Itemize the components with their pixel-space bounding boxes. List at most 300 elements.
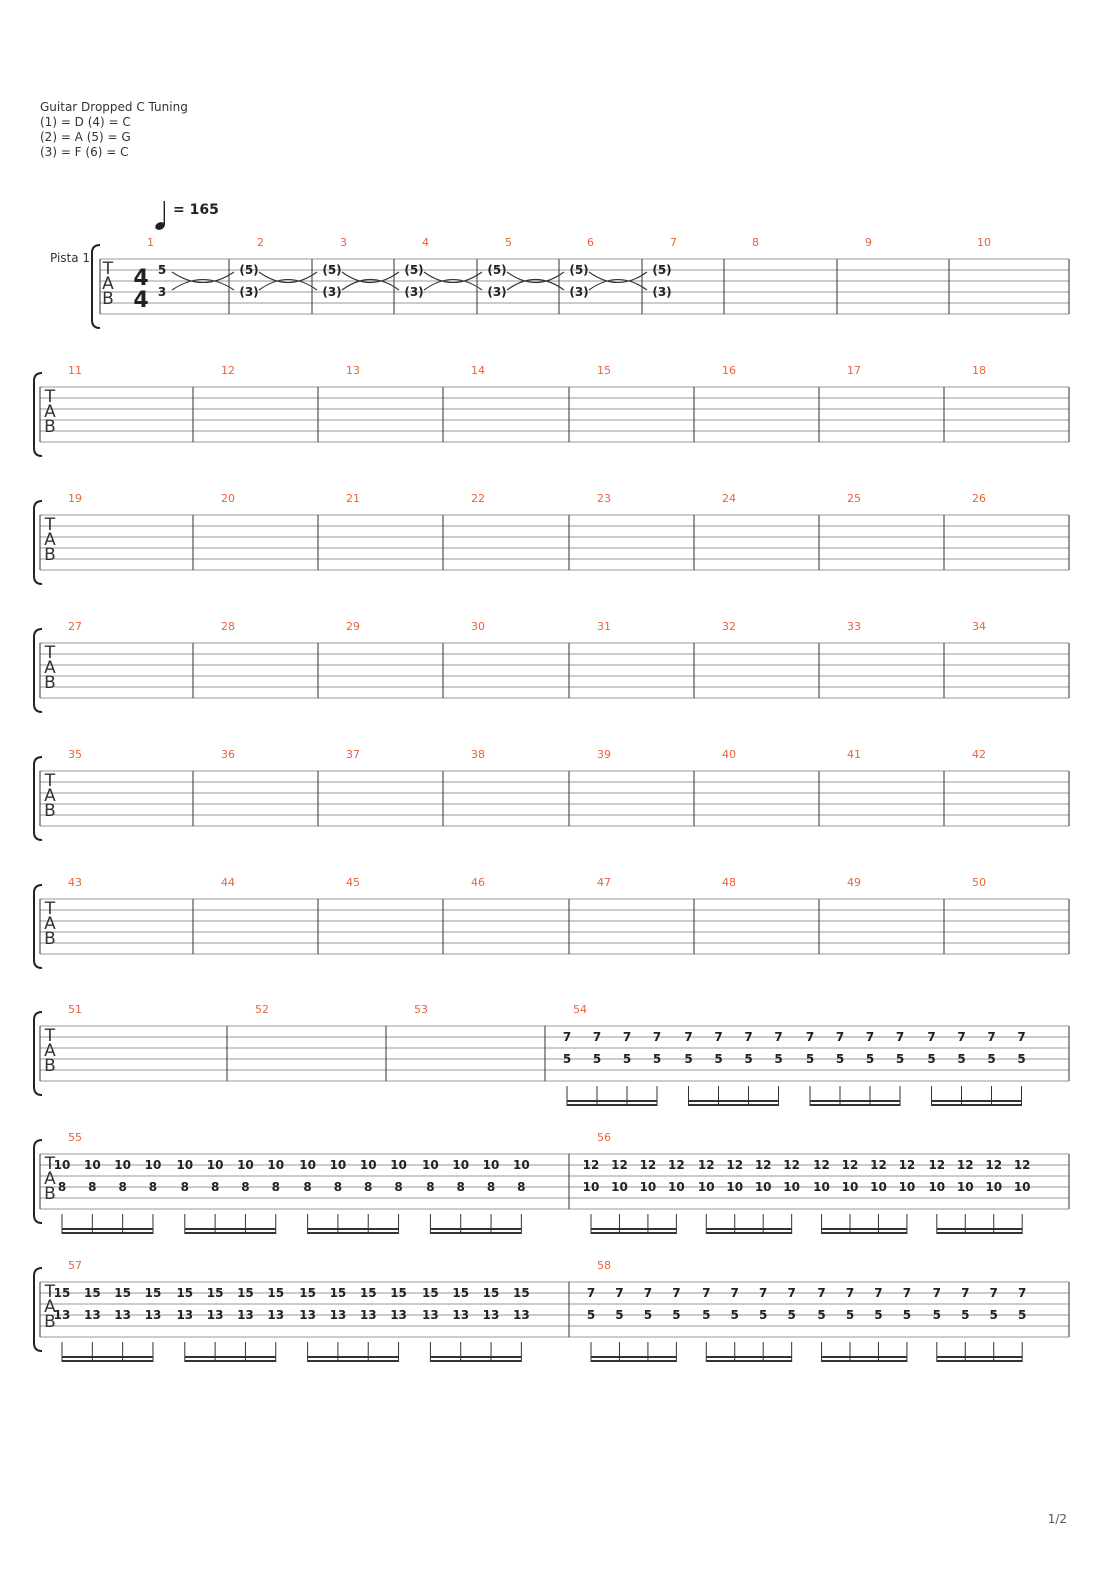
system-bracket xyxy=(34,373,42,456)
tab-note: 8 xyxy=(303,1180,312,1194)
tab-note: (5) xyxy=(487,263,507,277)
measure-number: 35 xyxy=(68,748,82,761)
measure-number: 21 xyxy=(346,492,360,505)
tab-note: 7 xyxy=(1018,1286,1027,1300)
beam xyxy=(430,1228,521,1230)
tab-note: 10 xyxy=(267,1158,285,1172)
tab-clef-letter: T xyxy=(44,771,56,791)
tab-clef-letter: B xyxy=(44,417,56,437)
beam xyxy=(308,1360,399,1362)
tab-clef-letter: B xyxy=(44,929,56,949)
time-signature-bottom: 4 xyxy=(133,288,149,313)
measure-number: 31 xyxy=(597,620,611,633)
tab-note: 10 xyxy=(1013,1180,1031,1194)
tuning-line: (2) = A (5) = G xyxy=(40,130,131,144)
system-bracket xyxy=(34,501,42,584)
tab-note: 5 xyxy=(702,1308,711,1322)
tab-note: 10 xyxy=(898,1180,916,1194)
beam xyxy=(932,1100,1022,1102)
tab-note: 8 xyxy=(210,1180,220,1194)
tab-clef-letter: B xyxy=(44,1056,56,1076)
measure-number: 12 xyxy=(221,364,235,377)
tab-note: 15 xyxy=(114,1286,131,1300)
tab-note: 8 xyxy=(148,1180,158,1194)
tab-note: (5) xyxy=(569,263,589,277)
tab-note: 10 xyxy=(299,1158,316,1172)
beam xyxy=(706,1360,791,1362)
tab-note: 10 xyxy=(956,1180,974,1194)
tab-note: 7 xyxy=(652,1030,662,1044)
tab-clef-letter: T xyxy=(102,259,114,279)
tab-note: 15 xyxy=(452,1286,470,1300)
tab-note: 10 xyxy=(697,1180,715,1194)
tab-note: 15 xyxy=(83,1286,101,1300)
tab-note: 7 xyxy=(774,1030,783,1044)
tab-note: 12 xyxy=(668,1158,685,1172)
system-bracket xyxy=(34,885,42,968)
tab-note: 10 xyxy=(329,1158,347,1172)
tab-clef-letter: B xyxy=(44,673,56,693)
tab-note: 13 xyxy=(329,1308,347,1322)
tab-clef-letter: B xyxy=(44,801,56,821)
measure-number: 51 xyxy=(68,1003,82,1016)
tab-note: 13 xyxy=(206,1308,224,1322)
tab-note: 15 xyxy=(144,1286,162,1300)
tab-note: 15 xyxy=(482,1286,500,1300)
tab-clef-letter: T xyxy=(44,1282,56,1302)
tab-note: 13 xyxy=(452,1308,470,1322)
beam xyxy=(591,1360,676,1362)
tab-note: 5 xyxy=(744,1052,753,1066)
tab-note: 13 xyxy=(114,1308,131,1322)
tab-note: 8 xyxy=(118,1180,127,1194)
tab-note: 5 xyxy=(157,263,167,277)
tab-clef-letter: B xyxy=(44,1184,56,1204)
tab-note: 7 xyxy=(987,1030,996,1044)
tab-note: 12 xyxy=(726,1158,744,1172)
measure-number: 5 xyxy=(505,236,512,249)
tab-note: 5 xyxy=(817,1308,826,1322)
tab-note: 5 xyxy=(759,1308,768,1322)
tab-note: 5 xyxy=(987,1052,996,1066)
tab-note: 10 xyxy=(513,1158,530,1172)
tab-note: 7 xyxy=(961,1286,970,1300)
measure-number: 26 xyxy=(972,492,986,505)
measure-number: 20 xyxy=(221,492,235,505)
tab-note: 7 xyxy=(672,1286,681,1300)
tab-clef-letter: A xyxy=(102,274,114,294)
tab-note: 7 xyxy=(805,1030,815,1044)
tab-note: 13 xyxy=(83,1308,101,1322)
tab-note: 5 xyxy=(787,1308,796,1322)
beam xyxy=(591,1228,676,1230)
measure-number: 30 xyxy=(471,620,485,633)
beam xyxy=(185,1356,276,1358)
measure-number: 22 xyxy=(471,492,485,505)
tab-note: 10 xyxy=(639,1180,657,1194)
beam xyxy=(822,1356,907,1358)
tab-note: 7 xyxy=(759,1286,768,1300)
tab-note: 10 xyxy=(726,1180,744,1194)
tab-note: 7 xyxy=(744,1030,753,1044)
tab-clef-letter: B xyxy=(44,545,56,565)
tab-note: 15 xyxy=(267,1286,285,1300)
tab-note: 7 xyxy=(592,1030,602,1044)
tab-note: 10 xyxy=(206,1158,224,1172)
measure-number: 9 xyxy=(865,236,872,249)
tab-note: 8 xyxy=(426,1180,435,1194)
tab-note: (3) xyxy=(652,285,672,299)
tab-note: 5 xyxy=(805,1052,815,1066)
tuning-title: Guitar Dropped C Tuning xyxy=(40,100,188,114)
tab-note: 10 xyxy=(841,1180,859,1194)
tab-note: 13 xyxy=(359,1308,377,1322)
tab-clef-letter: T xyxy=(44,643,56,663)
tab-note: 15 xyxy=(329,1286,347,1300)
tab-note: 13 xyxy=(482,1308,500,1322)
beam xyxy=(567,1104,657,1106)
tab-note: 5 xyxy=(927,1052,936,1066)
tab-note: (3) xyxy=(569,285,589,299)
tab-note: 5 xyxy=(592,1052,602,1066)
tab-note: 5 xyxy=(835,1052,845,1066)
tab-note: 5 xyxy=(895,1052,905,1066)
tab-note: 13 xyxy=(513,1308,530,1322)
tab-clef-letter: A xyxy=(44,1041,56,1061)
measure-number: 52 xyxy=(255,1003,269,1016)
tab-note: 12 xyxy=(754,1158,772,1172)
tab-note: 13 xyxy=(267,1308,285,1322)
tab-note: 8 xyxy=(180,1180,189,1194)
tab-note: 8 xyxy=(57,1180,67,1194)
beam xyxy=(62,1228,153,1230)
tab-note: 7 xyxy=(730,1286,739,1300)
tab-note: 7 xyxy=(643,1286,653,1300)
beam xyxy=(62,1232,153,1234)
tab-note: 10 xyxy=(83,1158,101,1172)
measure-number: 37 xyxy=(346,748,360,761)
tab-note: 5 xyxy=(622,1052,632,1066)
beam xyxy=(706,1228,791,1230)
tab-note: 10 xyxy=(144,1158,162,1172)
tab-clef-letter: T xyxy=(44,1154,56,1174)
tab-note: 5 xyxy=(961,1308,970,1322)
beam xyxy=(62,1360,153,1362)
tab-note: 15 xyxy=(299,1286,316,1300)
measure-number: 41 xyxy=(847,748,861,761)
tab-note: 8 xyxy=(486,1180,496,1194)
tab-note: 10 xyxy=(390,1158,407,1172)
tab-note: 5 xyxy=(1018,1308,1027,1322)
tab-clef-letter: T xyxy=(44,387,56,407)
tab-clef-letter: A xyxy=(44,1297,56,1317)
tab-clef-letter: T xyxy=(44,515,56,535)
tab-note: 7 xyxy=(1017,1030,1026,1044)
tab-note: (3) xyxy=(322,285,342,299)
tab-note: 15 xyxy=(422,1286,439,1300)
beam xyxy=(706,1356,791,1358)
tab-note: 12 xyxy=(1013,1158,1031,1172)
tab-note: 5 xyxy=(643,1308,653,1322)
tab-note: (5) xyxy=(404,263,424,277)
system-bracket xyxy=(34,629,42,712)
tab-note: 10 xyxy=(176,1158,194,1172)
beam xyxy=(62,1356,153,1358)
tab-note: 7 xyxy=(989,1286,998,1300)
measure-number: 18 xyxy=(972,364,986,377)
tuning-line: (1) = D (4) = C xyxy=(40,115,131,129)
tab-note: 10 xyxy=(482,1158,500,1172)
measure-number: 23 xyxy=(597,492,611,505)
measure-number: 49 xyxy=(847,876,861,889)
tab-note: 5 xyxy=(684,1052,693,1066)
tab-clef-letter: B xyxy=(44,1312,56,1332)
beam xyxy=(937,1356,1022,1358)
tab-note: 10 xyxy=(452,1158,470,1172)
measure-number: 7 xyxy=(670,236,677,249)
tab-note: 13 xyxy=(53,1308,71,1322)
tab-note: 5 xyxy=(672,1308,681,1322)
tab-note: 15 xyxy=(206,1286,224,1300)
tab-note: 12 xyxy=(582,1158,600,1172)
tab-note: 8 xyxy=(271,1180,280,1194)
tempo-value: = 165 xyxy=(173,202,219,218)
page-number: 1/2 xyxy=(1047,1512,1067,1526)
measure-number: 6 xyxy=(587,236,594,249)
tab-note: 5 xyxy=(615,1308,624,1322)
measure-number: 46 xyxy=(471,876,485,889)
tab-note: 8 xyxy=(333,1180,343,1194)
measure-number: 39 xyxy=(597,748,611,761)
measure-number: 55 xyxy=(68,1131,82,1144)
tab-note: (5) xyxy=(322,263,342,277)
time-signature-top: 4 xyxy=(133,266,149,291)
tab-note: 12 xyxy=(985,1158,1003,1172)
measure-number: 33 xyxy=(847,620,861,633)
tab-note: 8 xyxy=(364,1180,373,1194)
tab-note: (5) xyxy=(652,263,672,277)
measure-number: 27 xyxy=(68,620,82,633)
measure-number: 43 xyxy=(68,876,82,889)
tab-note: 13 xyxy=(144,1308,162,1322)
beam xyxy=(185,1360,276,1362)
tab-note: 12 xyxy=(639,1158,657,1172)
beam xyxy=(822,1228,907,1230)
measure-number: 57 xyxy=(68,1259,82,1272)
measure-number: 19 xyxy=(68,492,82,505)
tab-note: 5 xyxy=(730,1308,739,1322)
beam xyxy=(308,1232,399,1234)
tab-note: 7 xyxy=(957,1030,966,1044)
measure-number: 58 xyxy=(597,1259,611,1272)
tab-note: 8 xyxy=(456,1180,465,1194)
measure-number: 2 xyxy=(257,236,264,249)
tab-note: (3) xyxy=(239,285,259,299)
system-bracket xyxy=(92,245,100,328)
measure-number: 15 xyxy=(597,364,611,377)
measure-number: 1 xyxy=(147,236,154,249)
beam xyxy=(689,1100,779,1102)
measure-number: 4 xyxy=(422,236,429,249)
tab-note: 5 xyxy=(1017,1052,1026,1066)
beam xyxy=(591,1232,676,1234)
track-name: Pista 1 xyxy=(50,251,91,265)
tab-note: 7 xyxy=(714,1030,723,1044)
tab-clef-letter: A xyxy=(44,914,56,934)
tab-note: 12 xyxy=(956,1158,974,1172)
measure-number: 40 xyxy=(722,748,736,761)
measure-number: 36 xyxy=(221,748,235,761)
tab-note: 12 xyxy=(870,1158,887,1172)
beam xyxy=(810,1104,900,1106)
system-bracket xyxy=(34,1140,42,1223)
tab-note: 13 xyxy=(237,1308,254,1322)
measure-number: 42 xyxy=(972,748,986,761)
tab-note: 5 xyxy=(989,1308,998,1322)
tab-note: 8 xyxy=(88,1180,97,1194)
tab-note: 10 xyxy=(754,1180,772,1194)
measure-number: 53 xyxy=(414,1003,428,1016)
system-bracket xyxy=(34,1012,42,1095)
tab-note: 12 xyxy=(841,1158,859,1172)
tab-note: 7 xyxy=(932,1286,941,1300)
tab-note: 8 xyxy=(517,1180,526,1194)
measure-number: 17 xyxy=(847,364,861,377)
tab-note: 5 xyxy=(845,1308,855,1322)
beam xyxy=(308,1356,399,1358)
tab-note: 12 xyxy=(813,1158,830,1172)
tab-clef-letter: A xyxy=(44,786,56,806)
tab-clef-letter: A xyxy=(44,530,56,550)
beam xyxy=(591,1356,676,1358)
system-bracket xyxy=(34,1268,42,1351)
tab-note: 7 xyxy=(865,1030,875,1044)
measure-number: 14 xyxy=(471,364,485,377)
tab-note: 7 xyxy=(835,1030,845,1044)
tab-note: 10 xyxy=(928,1180,946,1194)
measure-number: 54 xyxy=(573,1003,587,1016)
measure-number: 47 xyxy=(597,876,611,889)
tab-note: 7 xyxy=(895,1030,905,1044)
tab-note: 10 xyxy=(582,1180,600,1194)
beam xyxy=(430,1232,521,1234)
tab-note: 7 xyxy=(927,1030,936,1044)
tab-note: 15 xyxy=(237,1286,254,1300)
tab-clef-letter: A xyxy=(44,402,56,422)
tab-note: 8 xyxy=(241,1180,250,1194)
tab-note: 7 xyxy=(817,1286,826,1300)
measure-number: 56 xyxy=(597,1131,611,1144)
tab-note: 5 xyxy=(932,1308,941,1322)
tab-note: 7 xyxy=(702,1286,711,1300)
measure-number: 28 xyxy=(221,620,235,633)
tab-note: 10 xyxy=(422,1158,439,1172)
measure-number: 8 xyxy=(752,236,759,249)
measure-number: 25 xyxy=(847,492,861,505)
beam xyxy=(937,1232,1022,1234)
tab-note: 5 xyxy=(562,1052,572,1066)
tab-note: 5 xyxy=(652,1052,662,1066)
tuning-line: (3) = F (6) = C xyxy=(40,145,129,159)
tab-clef-letter: A xyxy=(44,1169,56,1189)
tab-note: 5 xyxy=(774,1052,783,1066)
tab-note: 5 xyxy=(865,1052,875,1066)
tab-note: 12 xyxy=(697,1158,715,1172)
measure-number: 10 xyxy=(977,236,991,249)
tab-note: 13 xyxy=(390,1308,407,1322)
measure-number: 29 xyxy=(346,620,360,633)
beam xyxy=(430,1356,521,1358)
tab-note: 7 xyxy=(874,1286,883,1300)
tab-note: 7 xyxy=(562,1030,572,1044)
measure-number: 38 xyxy=(471,748,485,761)
measure-number: 34 xyxy=(972,620,986,633)
beam xyxy=(689,1104,779,1106)
tab-note: 5 xyxy=(586,1308,596,1322)
tab-clef-letter: B xyxy=(102,289,114,309)
tab-note: 5 xyxy=(957,1052,966,1066)
tab-note: 15 xyxy=(53,1286,71,1300)
tab-note: (3) xyxy=(404,285,424,299)
tab-note: (5) xyxy=(239,263,259,277)
tab-note: 13 xyxy=(422,1308,439,1322)
beam xyxy=(430,1360,521,1362)
measure-number: 16 xyxy=(722,364,736,377)
tab-note: 12 xyxy=(898,1158,916,1172)
beam xyxy=(932,1104,1022,1106)
tab-note: 7 xyxy=(902,1286,912,1300)
tab-note: 12 xyxy=(611,1158,628,1172)
tab-note: 10 xyxy=(813,1180,830,1194)
tab-note: 10 xyxy=(783,1180,801,1194)
tab-note: 10 xyxy=(114,1158,131,1172)
tab-note: 13 xyxy=(299,1308,316,1322)
tab-clef-letter: T xyxy=(44,1026,56,1046)
beam xyxy=(706,1232,791,1234)
tab-note: 10 xyxy=(53,1158,71,1172)
measure-number: 45 xyxy=(346,876,360,889)
measure-number: 11 xyxy=(68,364,82,377)
tab-note: 10 xyxy=(668,1180,685,1194)
tab-note: 8 xyxy=(394,1180,403,1194)
measure-number: 44 xyxy=(221,876,235,889)
beam xyxy=(822,1360,907,1362)
beam xyxy=(308,1228,399,1230)
tab-note: 7 xyxy=(622,1030,632,1044)
measure-number: 50 xyxy=(972,876,986,889)
system-bracket xyxy=(34,757,42,840)
tab-note: 15 xyxy=(390,1286,407,1300)
tab-note: 10 xyxy=(359,1158,377,1172)
tab-note: 13 xyxy=(176,1308,194,1322)
tab-note: 5 xyxy=(714,1052,723,1066)
tab-clef-letter: T xyxy=(44,899,56,919)
tab-note: 10 xyxy=(237,1158,254,1172)
tab-note: 7 xyxy=(684,1030,693,1044)
tab-note: 5 xyxy=(874,1308,883,1322)
tab-note: 7 xyxy=(615,1286,624,1300)
beam xyxy=(937,1360,1022,1362)
tab-note: 10 xyxy=(985,1180,1003,1194)
tab-note: 12 xyxy=(783,1158,801,1172)
tab-note: 15 xyxy=(176,1286,194,1300)
beam xyxy=(810,1100,900,1102)
beam xyxy=(567,1100,657,1102)
beam xyxy=(822,1232,907,1234)
beam xyxy=(185,1228,276,1230)
measure-number: 3 xyxy=(340,236,347,249)
tab-note: 7 xyxy=(845,1286,855,1300)
